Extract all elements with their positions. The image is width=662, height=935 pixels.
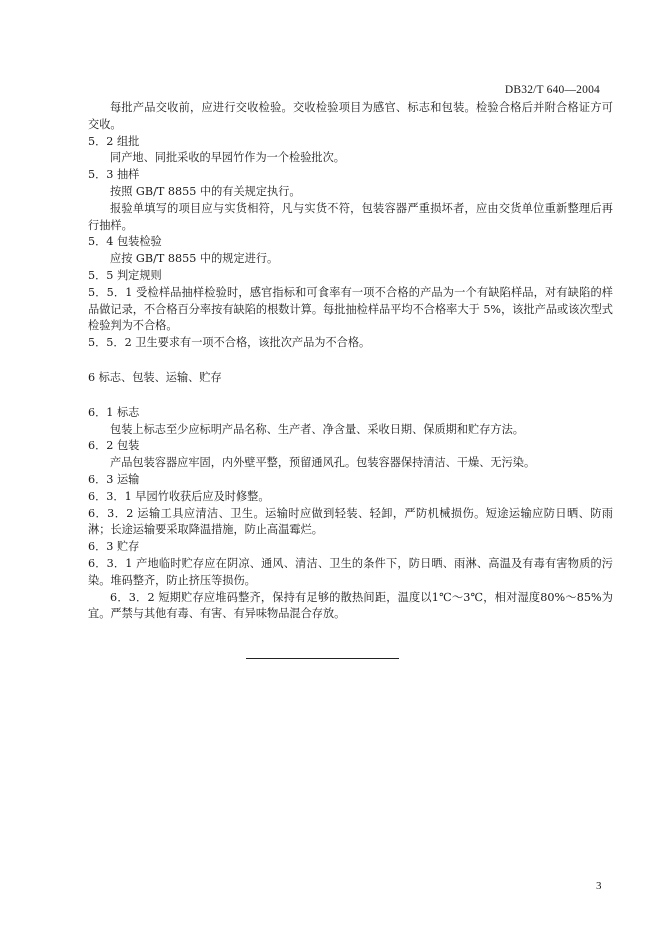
document-code: DB32/T 640—2004 xyxy=(504,84,600,96)
paragraph-6-1: 包装上标志至少应标明产品名称、生产者、净含量、采收日期、保质期和贮存方法。 xyxy=(110,422,524,436)
section-gap xyxy=(88,352,613,370)
paragraph-5-2: 同产地、同批采收的早园竹作为一个检验批次。 xyxy=(110,151,345,165)
paragraph-5-3-b: 报验单填写的项目应与实货相符，凡与实货不符，包装容器严重损坏者，应由交货单位重新整理后再行抽样。 xyxy=(88,201,613,232)
section-gap xyxy=(88,387,613,405)
end-rule xyxy=(246,658,399,659)
heading-6-1: 6．1 标志 xyxy=(88,405,140,419)
heading-5-5: 5．5 判定规则 xyxy=(88,268,162,282)
heading-5-4: 5．4 包装检验 xyxy=(88,235,162,249)
paragraph-6-3-1-storage: 6．3．1 产地临时贮存应在阴凉、通风、清洁、卫生的条件下，防日晒、雨淋、高温及有毒有害物质的污染。堆码整齐，防止挤压等损伤。 xyxy=(88,556,613,587)
paragraph-intro: 每批产品交收前，应进行交收检验。交收检验项目为感官、标志和包装。检验合格后并附合格证方可交收。 xyxy=(88,101,613,131)
heading-6: 6 标志、包装、运输、贮存 xyxy=(88,370,222,384)
heading-6-2: 6．2 包装 xyxy=(88,439,140,453)
document-body xyxy=(88,100,613,623)
paragraph-5-5-1: 5．5．1 受检样品抽样检验时，感官指标和可食率有一项不合格的产品为一个有缺陷样品，对有缺陷的样品做记录，不合格百分率按有缺陷的根数计算。每批抽检样品平均不合格率大于 5%，该批产品或该次型式检验判为不合格。 xyxy=(88,285,613,333)
page-number: 3 xyxy=(596,880,602,892)
paragraph-6-3-2: 6．3．2 运输工具应清洁、卫生。运输时应做到轻装、轻卸，严防机械损伤。短途运输应防日晒、防雨淋；长途运输要采取降温措施，防止高温霉烂。 xyxy=(88,506,613,537)
paragraph-5-4: 应按 GB/T 8855 中的规定进行。 xyxy=(110,252,279,266)
heading-6-3: 6．3 运输 xyxy=(88,472,140,486)
paragraph-5-5-2: 5．5．2 卫生要求有一项不合格，该批次产品为不合格。 xyxy=(88,336,371,350)
heading-5-2: 5．2 组批 xyxy=(88,134,140,148)
paragraph-6-2: 产品包装容器应牢固，内外壁平整，预留通风孔。包装容器保持清洁、干燥、无污染。 xyxy=(110,456,536,470)
paragraph-5-3-a: 按照 GB/T 8855 中的有关规定执行。 xyxy=(110,184,301,198)
heading-6-3-storage: 6．3 贮存 xyxy=(88,540,140,554)
paragraph-6-3-1: 6．3．1 早园竹收获后应及时修整。 xyxy=(88,489,270,503)
heading-5-3: 5．3 抽样 xyxy=(88,168,140,182)
paragraph-6-3-2-storage: 6．3．2 短期贮存应堆码整齐，保持有足够的散热间距，温度以1℃～3℃，相对湿度80%～85%为宜。严禁与其他有毒、有害、有异味物品混合存放。 xyxy=(88,590,613,621)
